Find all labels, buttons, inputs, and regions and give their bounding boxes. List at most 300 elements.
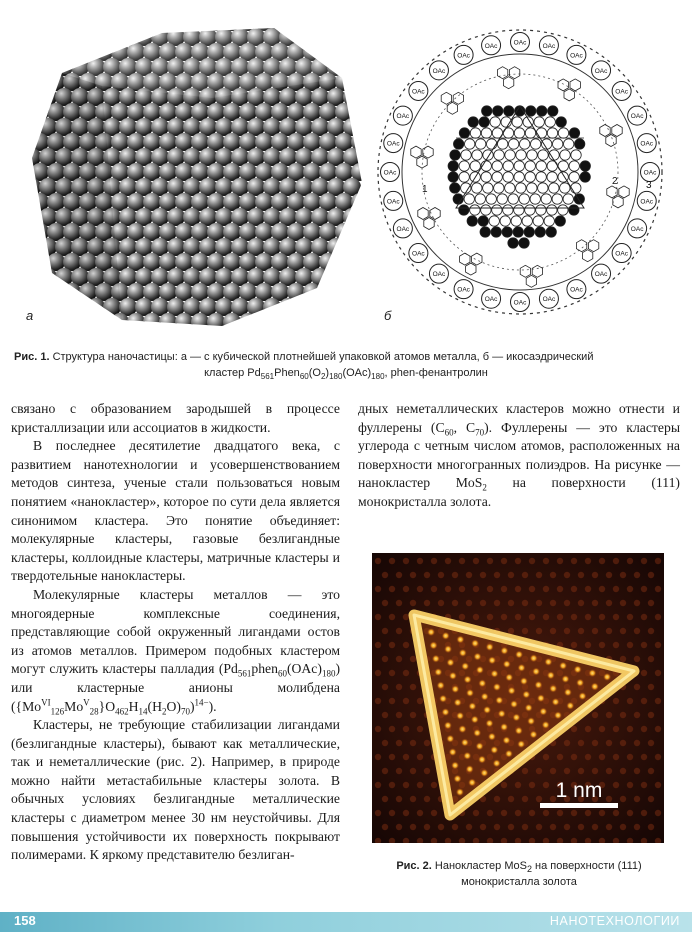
substrate-atom — [389, 698, 395, 704]
cluster-atom — [495, 696, 503, 704]
core-atom — [516, 150, 526, 160]
substrate-atom — [410, 656, 416, 662]
atom-sphere — [303, 13, 321, 31]
core-atom — [492, 161, 502, 171]
core-atom — [546, 227, 556, 237]
substrate-atom — [613, 754, 619, 760]
substrate-atom — [550, 628, 556, 634]
substrate-atom — [515, 810, 521, 816]
substrate-atom — [599, 614, 605, 620]
cluster-atom — [488, 732, 496, 740]
substrate-atom — [403, 726, 409, 732]
substrate-atom — [641, 698, 647, 704]
substrate-atom — [424, 824, 430, 830]
substrate-atom — [571, 754, 577, 760]
substrate-atom — [641, 726, 647, 732]
atom-sphere — [231, 328, 249, 336]
substrate-atom — [403, 614, 409, 620]
core-atom — [569, 128, 579, 138]
left-paragraph-3 — [11, 586, 340, 716]
substrate-atom — [389, 614, 395, 620]
phen-hexagon — [576, 240, 586, 252]
oac-label: OAc — [484, 42, 498, 50]
phen-hexagon — [613, 196, 623, 208]
substrate-atom — [599, 754, 605, 760]
atom-sphere — [303, 313, 321, 331]
atom-sphere — [95, 313, 113, 331]
atom-sphere — [327, 328, 345, 336]
substrate-atom — [641, 558, 647, 564]
substrate-atom — [375, 586, 381, 592]
substrate-atom — [613, 726, 619, 732]
atom-sphere — [15, 163, 33, 181]
core-atom — [450, 183, 460, 193]
substrate-atom — [620, 656, 626, 662]
core-atom — [548, 106, 558, 116]
substrate-atom — [417, 726, 423, 732]
atom-sphere — [15, 13, 33, 31]
core-atom — [536, 161, 546, 171]
cuboctahedral-nanoparticle-illustration — [12, 8, 364, 336]
atom-sphere — [47, 283, 65, 301]
core-atom — [580, 161, 590, 171]
substrate-atom — [634, 628, 640, 634]
substrate-atom — [620, 796, 626, 802]
substrate-atom — [578, 768, 584, 774]
atom-sphere — [335, 253, 353, 271]
figure-1-caption-text: Структура наночастицы: а — с кубической плотнейшей упаковкой атомов металла, б — икосаэдрический — [52, 351, 594, 363]
substrate-atom — [585, 586, 591, 592]
substrate-atom — [550, 600, 556, 606]
substrate-atom — [648, 824, 654, 830]
substrate-atom — [592, 600, 598, 606]
cluster-atom — [480, 769, 488, 777]
cluster-atom — [532, 667, 540, 675]
mos2-formula: MoS$_2$ — [455, 475, 487, 494]
figure-1-caption-label: Рис. 1. — [14, 351, 50, 363]
substrate-atom — [487, 586, 493, 592]
substrate-atom — [641, 642, 647, 648]
phen-hexagon — [453, 92, 463, 104]
core-atom — [503, 205, 513, 215]
atom-sphere — [119, 328, 137, 336]
cluster-atom — [576, 679, 584, 687]
atom-sphere — [79, 13, 97, 31]
cluster-atom — [490, 670, 498, 678]
atom-sphere — [159, 313, 177, 331]
substrate-atom — [648, 796, 654, 802]
core-atom — [467, 216, 477, 226]
core-atom — [525, 161, 535, 171]
atom-sphere — [23, 208, 41, 226]
figure-1a-nanoparticle — [12, 8, 364, 336]
substrate-atom — [494, 824, 500, 830]
cluster-atom — [463, 752, 471, 760]
cluster-atom — [471, 715, 479, 723]
substrate-atom — [627, 726, 633, 732]
substrate-atom — [431, 586, 437, 592]
substrate-atom — [585, 726, 591, 732]
atom-sphere — [31, 13, 49, 31]
atom-sphere — [247, 328, 265, 336]
phen-hexagon — [564, 89, 574, 101]
atom-sphere — [351, 223, 364, 241]
core-atom — [514, 205, 524, 215]
core-atom — [492, 205, 502, 215]
substrate-atom — [466, 572, 472, 578]
substrate-atom — [550, 824, 556, 830]
cluster-core-atoms — [448, 106, 590, 248]
atom-sphere — [343, 298, 361, 316]
figure-1-caption — [14, 349, 678, 381]
core-atom — [475, 139, 485, 149]
phen-hexagon — [532, 265, 542, 277]
substrate-atom — [585, 754, 591, 760]
substrate-atom — [382, 628, 388, 634]
core-atom — [494, 183, 504, 193]
substrate-atom — [627, 782, 633, 788]
substrate-atom — [459, 586, 465, 592]
atom-sphere — [343, 328, 361, 336]
cluster-atom — [458, 725, 466, 733]
substrate-atom — [557, 754, 563, 760]
substrate-atom — [431, 558, 437, 564]
atom-sphere — [23, 238, 41, 256]
substrate-atom — [578, 572, 584, 578]
atom-sphere — [15, 193, 33, 211]
substrate-atom — [403, 558, 409, 564]
substrate-atom — [655, 642, 661, 648]
substrate-atom — [389, 642, 395, 648]
atom-sphere — [239, 313, 257, 331]
molybdenum-anion-formula: $(\{Mo^{VI}_{126}Mo^V_{28}\}O_{462}H_{14}(H_2O)_{70})^{14-}$). — [11, 696, 217, 717]
cluster-atom — [574, 665, 582, 673]
substrate-atom — [578, 824, 584, 830]
substrate-atom — [641, 670, 647, 676]
core-atom — [514, 128, 524, 138]
substrate-atom — [375, 754, 381, 760]
atom-sphere — [15, 253, 33, 271]
oac-label: OAc — [594, 271, 608, 279]
cluster-atom — [539, 707, 547, 715]
core-atom — [549, 183, 559, 193]
core-atom — [580, 172, 590, 182]
atom-sphere — [87, 28, 105, 46]
substrate-atom — [508, 824, 514, 830]
substrate-atom — [396, 656, 402, 662]
substrate-atom — [529, 558, 535, 564]
atom-sphere — [351, 73, 364, 91]
core-atom — [516, 183, 526, 193]
cluster-atom — [507, 687, 515, 695]
atom-sphere — [279, 298, 297, 316]
substrate-atom — [606, 824, 612, 830]
stm-image — [372, 553, 664, 843]
atom-sphere — [303, 283, 321, 301]
substrate-atom — [494, 600, 500, 606]
core-atom — [552, 194, 562, 204]
phen-hexagon — [503, 77, 513, 89]
core-atom — [505, 150, 515, 160]
cluster-atom — [454, 698, 462, 706]
core-atom — [489, 216, 499, 226]
panel-label-b: б — [384, 308, 392, 323]
cluster-atom — [515, 650, 523, 658]
substrate-atom — [403, 810, 409, 816]
core-atom — [503, 172, 513, 182]
substrate-atom — [641, 754, 647, 760]
substrate-atom — [648, 600, 654, 606]
substrate-atom — [613, 698, 619, 704]
core-atom — [482, 106, 492, 116]
cluster-atom — [537, 694, 545, 702]
substrate-atom — [508, 600, 514, 606]
substrate-atom — [473, 810, 479, 816]
figure-2-caption-text: Нанокластер MoS$_2$ на поверхности (111) — [434, 860, 642, 875]
cluster-atom — [500, 723, 508, 731]
substrate-atom — [655, 810, 661, 816]
core-atom — [525, 172, 535, 182]
substrate-atom — [410, 572, 416, 578]
figure-1b-icosahedral-cluster — [370, 8, 680, 336]
phen-hexagon — [447, 102, 457, 114]
atom-sphere — [63, 43, 81, 61]
oac-label: OAc — [570, 52, 583, 60]
atom-sphere — [175, 313, 193, 331]
substrate-atom — [627, 558, 633, 564]
atom-sphere — [287, 13, 305, 31]
core-atom — [536, 172, 546, 182]
substrate-atom — [648, 684, 654, 690]
substrate-atom — [389, 726, 395, 732]
substrate-atom — [557, 586, 563, 592]
substrate-atom — [410, 712, 416, 718]
cluster-atom — [468, 702, 476, 710]
core-atom — [574, 139, 584, 149]
substrate-atom — [438, 824, 444, 830]
substrate-atom — [585, 810, 591, 816]
oac-label: OAc — [396, 225, 410, 233]
core-atom — [524, 227, 534, 237]
substrate-atom — [620, 600, 626, 606]
cluster-atom — [427, 628, 435, 636]
substrate-atom — [655, 614, 661, 620]
oac-label: OAc — [484, 296, 498, 304]
core-atom — [492, 172, 502, 182]
substrate-atom — [529, 614, 535, 620]
atom-sphere — [23, 328, 41, 336]
phen-hexagon — [466, 263, 476, 275]
oac-label: OAc — [630, 225, 644, 233]
substrate-atom — [396, 824, 402, 830]
atom-sphere — [191, 313, 209, 331]
atom-sphere — [55, 298, 73, 316]
substrate-atom — [543, 558, 549, 564]
substrate-atom — [529, 810, 535, 816]
substrate-atom — [410, 740, 416, 746]
substrate-atom — [375, 642, 381, 648]
substrate-atom — [557, 810, 563, 816]
substrate-atom — [396, 628, 402, 634]
left-paragraph-1: связано с образованием зародышей в процессе кристаллизации или ассоциатов в жидкости. — [11, 401, 340, 435]
cluster-atom — [522, 690, 530, 698]
oac-label: OAc — [432, 67, 446, 75]
cluster-atom — [461, 662, 469, 670]
substrate-atom — [634, 768, 640, 774]
atom-sphere — [335, 13, 353, 31]
atom-sphere — [23, 268, 41, 286]
left-paragraph-2: В последнее десятилетие двадцатого века, с развитием нанотехнологии и усовершенствованием методов синтеза, ученые стали пользоваться новым понятием «нанокластер», которое по сути дела является синонимом кластера. Это понятие объединяет: молекулярные кластеры, газовые безлигандные кластеры, коллоидные кластеры, матричные кластеры и твердотельные нанокластеры. — [11, 438, 340, 584]
substrate-atom — [585, 642, 591, 648]
cluster-atom — [475, 742, 483, 750]
substrate-atom — [522, 628, 528, 634]
cluster-atom — [442, 632, 450, 640]
atom-sphere — [159, 13, 177, 31]
cluster-atom — [471, 639, 479, 647]
core-atom — [503, 161, 513, 171]
atom-sphere — [287, 313, 305, 331]
cluster-atom — [503, 660, 511, 668]
substrate-atom — [529, 586, 535, 592]
cluster-atom — [444, 645, 452, 653]
atom-sphere — [343, 28, 361, 46]
substrate-atom — [424, 768, 430, 774]
substrate-atom — [536, 600, 542, 606]
substrate-atom — [620, 768, 626, 774]
core-atom — [480, 227, 490, 237]
substrate-atom — [403, 670, 409, 676]
atom-sphere — [191, 13, 209, 31]
core-atom — [470, 205, 480, 215]
core-atom — [508, 238, 518, 248]
core-atom — [512, 117, 522, 127]
oac-label: OAc — [457, 286, 470, 294]
substrate-atom — [606, 572, 612, 578]
panel-label-a: а — [26, 308, 34, 323]
cluster-atom — [459, 649, 467, 657]
substrate-atom — [543, 586, 549, 592]
atom-sphere — [175, 13, 193, 31]
substrate-atom — [620, 740, 626, 746]
core-atom — [491, 227, 501, 237]
atom-sphere — [351, 103, 364, 121]
core-atom — [558, 205, 568, 215]
cluster-atom — [561, 675, 569, 683]
atom-sphere — [327, 28, 345, 46]
core-atom — [504, 106, 514, 116]
cluster-atom — [485, 719, 493, 727]
core-atom — [552, 139, 562, 149]
atom-sphere — [223, 313, 241, 331]
atom-sphere — [255, 313, 273, 331]
substrate-atom — [445, 586, 451, 592]
atom-sphere — [319, 13, 337, 31]
phen-hexagon — [460, 253, 470, 265]
phen-hexagon — [424, 218, 434, 230]
substrate-atom — [536, 796, 542, 802]
substrate-atom — [382, 768, 388, 774]
atom-sphere — [343, 268, 361, 286]
substrate-atom — [417, 586, 423, 592]
core-atom — [547, 172, 557, 182]
atom-sphere — [343, 58, 361, 76]
core-atom — [527, 183, 537, 193]
substrate-atom — [634, 572, 640, 578]
substrate-atom — [655, 670, 661, 676]
scale-bar-label: 1 nm — [555, 779, 603, 802]
atom-sphere — [47, 13, 65, 31]
cluster-atom — [466, 689, 474, 697]
phen-hexagon — [411, 146, 421, 158]
substrate-atom — [578, 628, 584, 634]
substrate-atom — [655, 754, 661, 760]
substrate-atom — [403, 754, 409, 760]
atom-sphere — [39, 28, 57, 46]
core-atom — [481, 172, 491, 182]
figure-1-caption-formula: $Pd_{561}Phen_{60}(O_2)_{180}(OAc)_{180}$ — [247, 367, 385, 382]
substrate-atom — [599, 558, 605, 564]
substrate-atom — [641, 586, 647, 592]
substrate-atom — [452, 572, 458, 578]
marker-2: 2 — [612, 176, 618, 187]
substrate-atom — [620, 572, 626, 578]
figure-1-caption-tail: , phen-фенантролин — [384, 367, 488, 379]
core-atom — [541, 194, 551, 204]
substrate-atom — [382, 656, 388, 662]
core-atom — [470, 128, 480, 138]
substrate-atom — [599, 810, 605, 816]
atom-sphere — [239, 13, 257, 31]
substrate-atom — [375, 810, 381, 816]
core-atom — [481, 128, 491, 138]
substrate-atom — [543, 782, 549, 788]
substrate-atom — [501, 614, 507, 620]
atom-sphere — [71, 298, 89, 316]
atom-sphere — [295, 28, 313, 46]
atom-sphere — [15, 223, 33, 241]
phen-hexagon — [497, 67, 507, 79]
phen-hexagon — [526, 275, 536, 287]
phen-hexagon — [520, 265, 530, 277]
cluster-atom — [456, 712, 464, 720]
substrate-atom — [424, 796, 430, 802]
phen-hexagon — [441, 92, 451, 104]
atom-sphere — [319, 43, 337, 61]
oac-label: OAc — [643, 169, 657, 177]
phen-hexagon — [558, 79, 568, 91]
substrate-atom — [424, 572, 430, 578]
core-atom — [472, 183, 482, 193]
atom-sphere — [15, 103, 33, 121]
substrate-atom — [648, 740, 654, 746]
atom-sphere — [295, 328, 313, 336]
marker-1: 1 — [422, 184, 428, 195]
substrate-atom — [648, 572, 654, 578]
atom-sphere — [103, 328, 121, 336]
substrate-atom — [606, 740, 612, 746]
core-atom — [461, 150, 471, 160]
atom-sphere — [335, 313, 353, 331]
substrate-atom — [627, 642, 633, 648]
core-atom — [483, 183, 493, 193]
substrate-atom — [648, 712, 654, 718]
atom-sphere — [15, 133, 33, 151]
right-paragraph-1 — [358, 400, 680, 512]
cluster-atom — [517, 664, 525, 672]
atom-sphere — [111, 13, 129, 31]
substrate-atom — [522, 600, 528, 606]
cluster-atom — [588, 669, 596, 677]
